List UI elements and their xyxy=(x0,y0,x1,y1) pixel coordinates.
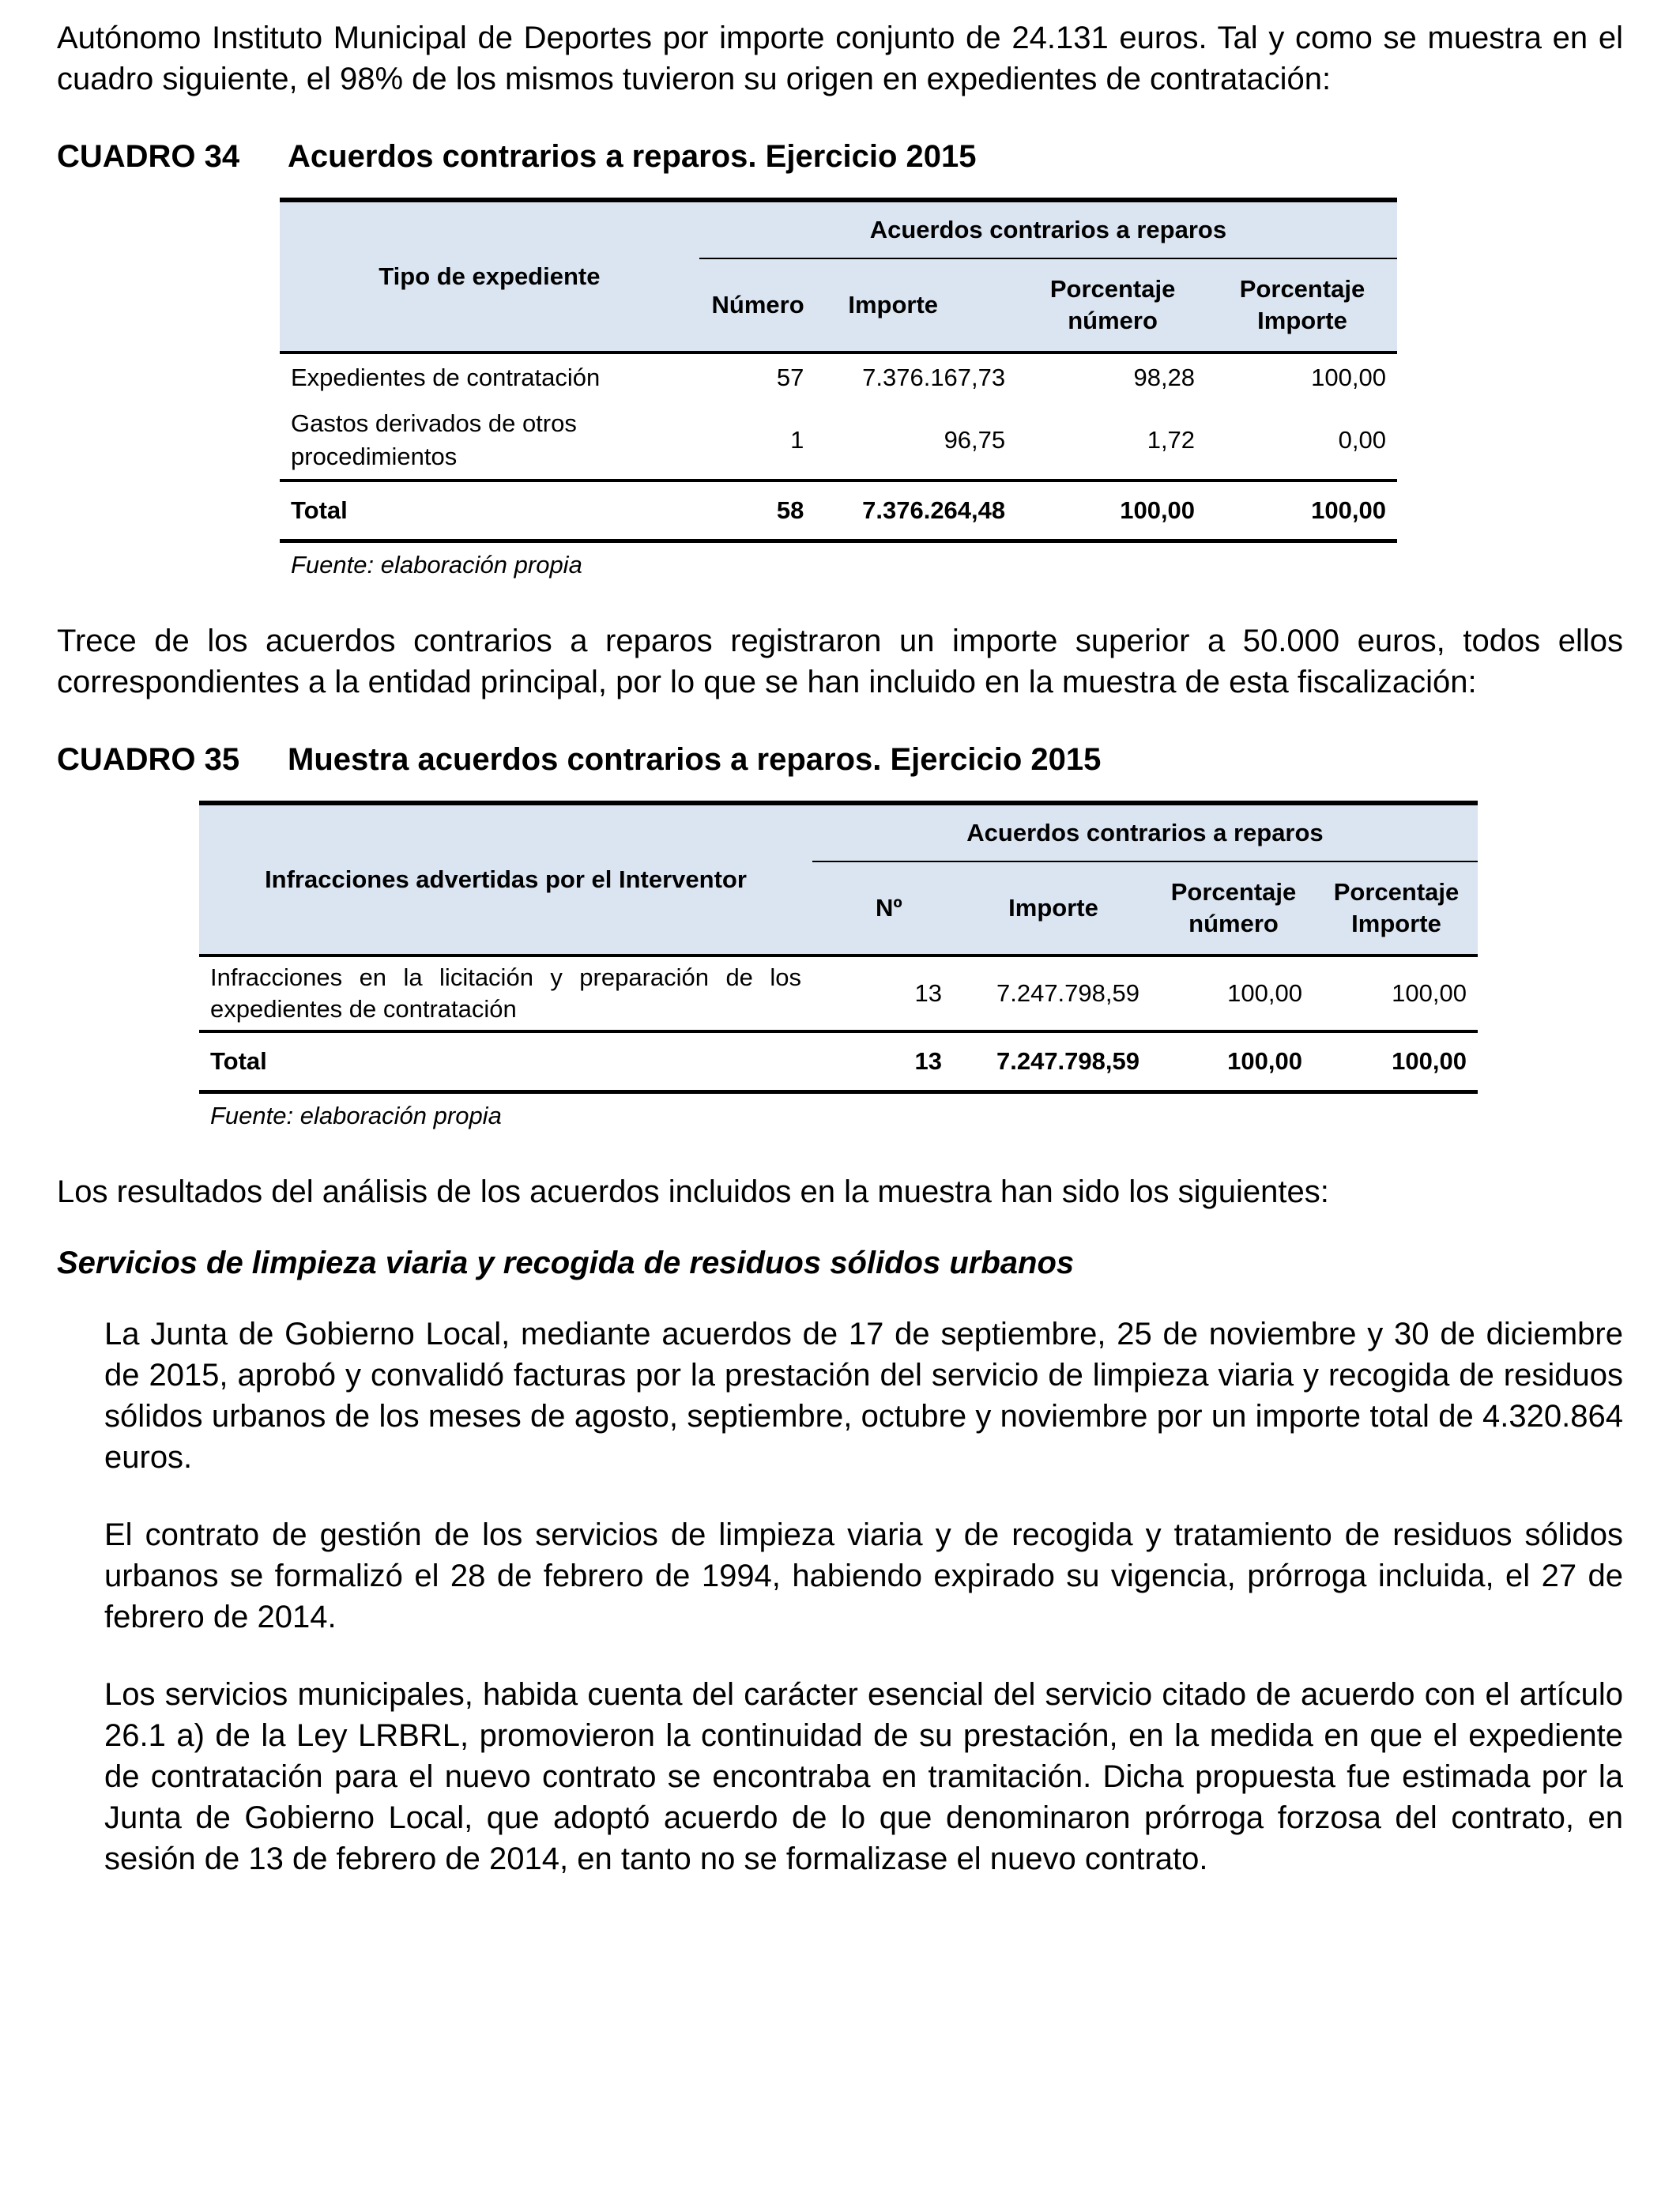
total-importe: 7.376.264,48 xyxy=(862,496,1006,524)
total-numero: 58 xyxy=(776,496,804,524)
row-label: Gastos derivados de otros procedimientos xyxy=(291,409,577,470)
total-pct-numero: 100,00 xyxy=(1227,1047,1302,1075)
table35-caption-title: Muestra acuerdos contrarios a reparos. Ejercicio 2015 xyxy=(288,742,1102,777)
table34-caption-number: CUADRO 34 xyxy=(57,139,240,174)
table35-header-group: Acuerdos contrarios a reparos xyxy=(812,803,1478,861)
row-numero: 1 xyxy=(790,426,804,454)
table34-header-group: Acuerdos contrarios a reparos xyxy=(699,200,1397,258)
table34-total-row xyxy=(280,481,1397,541)
section-subheading: Servicios de limpieza viaria y recogida de residuos sólidos urbanos xyxy=(57,1246,1075,1280)
table35-header-pct-numero: Porcentaje número xyxy=(1152,861,1315,956)
row-importe: 7.247.798,59 xyxy=(996,979,1139,1007)
table35-header-numero: Nº xyxy=(812,861,955,956)
table34 xyxy=(280,198,1397,543)
row-label: Infracciones en la licitación y preparación de los expedientes de contratación xyxy=(210,963,801,1023)
table34-header-pct-importe: Porcentaje Importe xyxy=(1207,258,1397,352)
table35-header-infracciones: Infracciones advertidas por el Interventor xyxy=(199,803,812,956)
table34-wrapper xyxy=(280,198,1397,579)
table34-header-numero: Número xyxy=(699,258,817,352)
table34-caption xyxy=(57,136,1623,177)
table-row xyxy=(280,352,1397,401)
row-pct-importe: 0,00 xyxy=(1338,426,1386,454)
table35-caption xyxy=(57,739,1623,780)
row-importe: 96,75 xyxy=(944,426,1006,454)
row-label: Expedientes de contratación xyxy=(291,364,601,391)
table34-source: Fuente: elaboración propia xyxy=(291,551,582,579)
table35-total-row xyxy=(199,1031,1478,1092)
total-pct-numero: 100,00 xyxy=(1120,496,1196,524)
total-label: Total xyxy=(210,1047,267,1075)
total-importe: 7.247.798,59 xyxy=(996,1047,1139,1075)
table-row xyxy=(280,401,1397,481)
total-numero: 13 xyxy=(914,1047,942,1075)
row-pct-importe: 100,00 xyxy=(1392,979,1467,1007)
table34-caption-title: Acuerdos contrarios a reparos. Ejercicio 2015 xyxy=(288,139,977,174)
table35-header-importe: Importe xyxy=(955,861,1152,956)
row-pct-numero: 100,00 xyxy=(1227,979,1302,1007)
intro-paragraph: Autónomo Instituto Municipal de Deportes por importe conjunto de 24.131 euros. Tal y como se muestra en el cuadro siguiente, el 98% de los mismos tuvieron su origen en expedientes de contratación: xyxy=(57,21,1623,96)
total-pct-importe: 100,00 xyxy=(1311,496,1386,524)
table35-header-pct-importe: Porcentaje Importe xyxy=(1315,861,1478,956)
row-numero: 13 xyxy=(914,979,942,1007)
row-importe: 7.376.167,73 xyxy=(862,364,1006,391)
table34-header-tipo: Tipo de expediente xyxy=(280,200,699,352)
row-pct-importe: 100,00 xyxy=(1311,364,1386,391)
paragraph-5: El contrato de gestión de los servicios de limpieza viaria y de recogida y tratamiento de residuos sólidos urbanos se formalizó el 28 de febrero de 1994, habiendo expirado su vigencia, prórroga incluida, el 27 de febrero de 2014. xyxy=(104,1517,1623,1634)
total-label: Total xyxy=(291,496,348,524)
table35 xyxy=(199,801,1478,1094)
paragraph-2: Trece de los acuerdos contrarios a reparos registraron un importe superior a 50.000 euros, todos ellos correspondientes a la entidad principal, por lo que se han incluido en la muestra de esta fiscalización: xyxy=(57,624,1623,699)
row-numero: 57 xyxy=(776,364,804,391)
total-pct-importe: 100,00 xyxy=(1392,1047,1467,1075)
paragraph-4: La Junta de Gobierno Local, mediante acuerdos de 17 de septiembre, 25 de noviembre y 30 de diciembre de 2015, aprobó y convalidó facturas por la prestación del servicio de limpieza viaria y recogida de residuos sólidos urbanos de los meses de agosto, septiembre, octubre y noviembre por un importe total de 4.320.864 euros. xyxy=(104,1317,1623,1475)
paragraph-6: Los servicios municipales, habida cuenta del carácter esencial del servicio citado de acuerdo con el artículo 26.1 a) de la Ley LRBRL, promovieron la continuidad de su prestación, en la medida en que el expediente de contratación para el nuevo contrato se encontraba en tramitación. Dicha propuesta fue estimada por la Junta de Gobierno Local, que adoptó acuerdo de lo que denominaron prórroga forzosa del contrato, en sesión de 13 de febrero de 2014, en tanto no se formalizase el nuevo contrato. xyxy=(104,1677,1623,1876)
row-pct-numero: 98,28 xyxy=(1133,364,1196,391)
table-row xyxy=(199,956,1478,1031)
table35-caption-number: CUADRO 35 xyxy=(57,742,240,777)
document-page xyxy=(57,17,1623,1879)
table35-source: Fuente: elaboración propia xyxy=(210,1102,502,1129)
table34-header-importe: Importe xyxy=(816,258,1018,352)
paragraph-3: Los resultados del análisis de los acuerdos incluidos en la muestra han sido los siguientes: xyxy=(57,1174,1329,1209)
table35-wrapper xyxy=(199,801,1478,1130)
table34-header-pct-numero: Porcentaje número xyxy=(1018,258,1207,352)
row-pct-numero: 1,72 xyxy=(1147,426,1196,454)
